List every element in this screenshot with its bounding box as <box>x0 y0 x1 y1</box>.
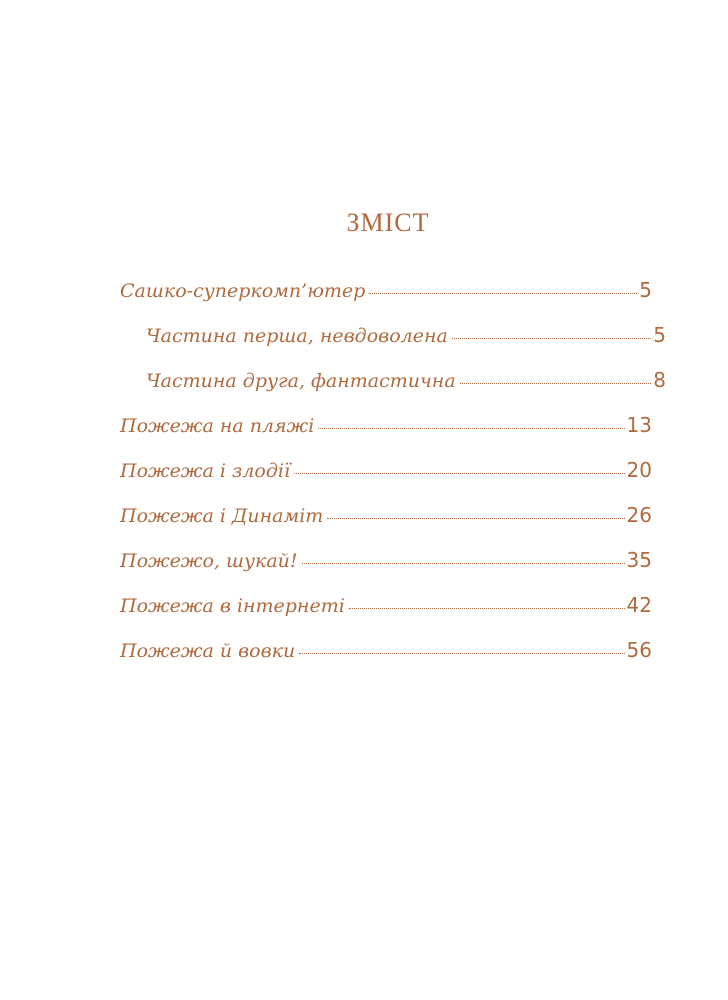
toc-page-number: 5 <box>653 323 666 347</box>
dot-leader <box>318 428 624 429</box>
page-title: ЗМІСТ <box>346 208 430 237</box>
dot-leader <box>460 383 652 384</box>
dot-leader <box>452 338 651 339</box>
toc-entry[interactable] <box>120 636 652 681</box>
toc-subentry[interactable] <box>120 366 666 411</box>
toc-entry-label: Пожежа і Динаміт <box>120 505 324 527</box>
dot-leader <box>302 563 625 564</box>
toc-entry[interactable] <box>120 276 652 321</box>
toc-entry-label: Частина перша, невдоволена <box>146 325 448 347</box>
toc-page-number: 8 <box>653 368 666 392</box>
toc-entry-label: Пожежа й вовки <box>120 640 296 662</box>
toc-entry[interactable] <box>120 501 652 546</box>
toc-entry[interactable] <box>120 546 652 591</box>
toc-page-number: 26 <box>626 503 652 527</box>
table-of-contents <box>120 276 666 681</box>
toc-entry[interactable] <box>120 591 652 636</box>
dot-leader <box>327 518 624 519</box>
dot-leader <box>349 608 625 609</box>
toc-entry-label: Сашко-суперкомп’ютер <box>120 280 366 302</box>
toc-entry[interactable] <box>120 456 652 501</box>
toc-page-number: 13 <box>626 413 652 437</box>
toc-entry-label: Пожежо, шукай! <box>120 550 298 572</box>
toc-page-number: 42 <box>626 593 652 617</box>
toc-entry-label: Пожежа на пляжі <box>120 415 315 437</box>
toc-page-number: 5 <box>639 278 652 302</box>
dot-leader <box>294 473 625 474</box>
toc-entry-label: Частина друга, фантастична <box>146 370 456 392</box>
toc-page-number: 20 <box>626 458 652 482</box>
toc-entry-label: Пожежа в інтернеті <box>120 595 345 617</box>
toc-page-number: 35 <box>626 548 652 572</box>
toc-page-number: 56 <box>626 638 652 662</box>
toc-subentry[interactable] <box>120 321 666 366</box>
dot-leader <box>369 293 637 294</box>
toc-entry[interactable] <box>120 411 652 456</box>
dot-leader <box>299 653 624 654</box>
toc-entry-label: Пожежа і злодії <box>120 460 291 482</box>
